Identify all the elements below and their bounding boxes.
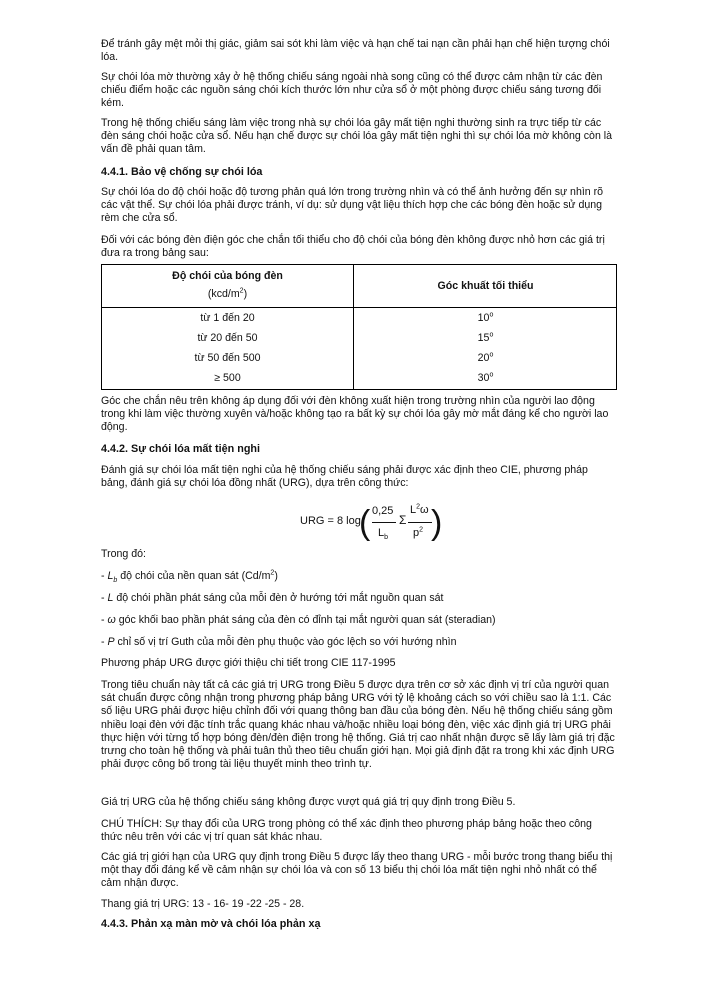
- table-header-min-angle: Góc khuất tối thiểu: [437, 280, 534, 292]
- paragraph-glare-outdoor: Sự chói lóa mờ thường xảy ở hệ thống chiếu sáng ngoài nhà song cũng có thể được cảm nhận từ các đèn chiếu điểm hoặc các nguồn sáng chói kích thước lớn như cửa sổ ở một phòng được chiếu sáng tương đối kém.: [101, 71, 603, 110]
- formula-numerator-2: $L^2\omega$: [410, 503, 429, 516]
- table-cell-angle: 10$^o$: [477, 311, 494, 324]
- paragraph-glare-indoor: Trong hệ thống chiếu sáng làm việc trong nhà sự chói lóa gây mất tiện nghi thường sinh ra trực tiếp từ các đèn sáng chói hoặc cửa sổ. Nếu hạn chế được sự chói lóa gây mất tiện nghi thì sự chói lóa mờ không còn là vấn đề phải quan tâm.: [101, 117, 613, 156]
- paragraph-note: CHÚ THÍCH: Sự thay đổi của URG trong phòng có thể xác định theo phương pháp bảng hoặc theo công thức nêu trên với các vị trí quan sát khác nhau.: [101, 818, 592, 844]
- table-cell-luminance: từ 50 đến 500: [194, 352, 261, 364]
- definition-l: - L độ chói phần phát sáng của mỗi đèn ở hướng tới mắt nguồn quan sát: [101, 592, 444, 604]
- formula-fraction-bar-2: [408, 522, 432, 523]
- urg-formula: [300, 503, 450, 549]
- paragraph-table-intro: Đối với các bóng đèn điện góc che chắn tối thiểu cho độ chói của bóng đèn không được nhỏ hơn các giá trị đưa ra trong bảng sau:: [101, 234, 605, 260]
- heading-4-4-2: 4.4.2. Sự chói lóa mất tiện nghi: [101, 443, 261, 455]
- definition-lb: - $L_b$ độ chói của nền quan sát $(Cd/m^2)$: [101, 569, 278, 585]
- paragraph-urg-intro: Đánh giá sự chói lóa mất tiện nghi của hệ thống chiếu sáng phải được xác định theo CIE, phương pháp bảng, đánh giá sự chói lóa đồng nhất (URG), dựa trên công thức:: [101, 464, 588, 490]
- table-header-luminance-unit: $(kcd/m^2)$: [207, 287, 248, 300]
- formula-numerator-1: 0,25: [372, 505, 394, 517]
- table-cell-angle: 20$^o$: [477, 351, 494, 364]
- paragraph-cie-reference: Phương pháp URG được giới thiệu chi tiết trong CIE 117-1995: [101, 657, 396, 669]
- paragraph-intro: Để tránh gây mệt mỏi thị giác, giảm sai sót khi làm việc và hạn chế tai nạn cần phải hạn chế hiện tượng chói lóa.: [101, 38, 610, 64]
- table-cell-luminance: từ 1 đến 20: [200, 312, 255, 324]
- paragraph-urg-limit: Giá trị URG của hệ thống chiếu sáng không được vượt quá giá trị quy định trong Điều 5.: [101, 796, 516, 808]
- heading-4-4-1: 4.4.1. Bảo vệ chống sự chói lóa: [101, 166, 263, 178]
- paragraph-where: Trong đó:: [101, 548, 146, 560]
- formula-sigma: Σ: [399, 513, 407, 527]
- formula-right-paren: ): [431, 504, 443, 542]
- paragraph-urg-scale: Các giá trị giới hạn của URG quy định trong Điều 5 được lấy theo thang URG - mỗi bước trong thang biểu thị một thay đổi đáng kể về cảm nhận sự chói lóa và con số 13 biểu thị chói lóa mất tiện nghi nhỏ nhất có thể cảm nhận được.: [101, 851, 613, 890]
- definition-p: - P chỉ số vị trí Guth của mỗi đèn phụ thuộc vào góc lệch so với hướng nhìn: [101, 636, 457, 648]
- table-cell-angle: 30$^o$: [477, 371, 494, 384]
- heading-4-4-3: 4.4.3. Phản xạ màn mờ và chói lóa phản xạ: [101, 918, 321, 930]
- formula-denominator-1: $L_b$: [378, 527, 389, 542]
- table-cell-luminance: từ 20 đến 50: [197, 332, 258, 344]
- table-header-luminance: Độ chói của bóng đèn: [172, 270, 283, 282]
- formula-left-paren: (: [359, 504, 371, 542]
- table-divider-horizontal: [102, 307, 616, 308]
- definition-omega: - ω góc khối bao phần phát sáng của đèn có đỉnh tại mắt người quan sát (steradian): [101, 614, 496, 626]
- paragraph-urg-values: Thang giá trị URG: 13 - 16- 19 -22 -25 - 28.: [101, 898, 305, 910]
- formula-fraction-bar-1: [372, 522, 396, 523]
- table-cell-angle: 15$^o$: [477, 331, 494, 344]
- paragraph-urg-details: Trong tiêu chuẩn này tất cả các giá trị URG trong Điều 5 được dựa trên cơ sở xác định vị trí của người quan sát chuẩn được công nhận trong phương pháp bảng URG với tỷ lệ khoảng cách so với chiều sao là 1:1. Các số liệu URG phải được hiệu chỉnh đối với quang thông ban đầu của bóng đèn. Nếu hệ thống chiếu sáng gồm nhiều loại đèn với đặc tính trắc quang khác nhau và/hoặc nhiều loại bóng đèn, việc xác định giá trị URG phải thực hiện với từng tổ hợp bóng đèn/đèn điện trong hệ thống. Giá trị cao nhất nhận được sẽ lấy làm giá trị đặc trưng cho toàn hệ thống và phải tuân thủ theo tiêu chuẩn giới hạn. Mọi giả định đặt ra trong khi xác định URG phải được công bố trong tài liệu thuyết minh theo trình tự.: [101, 679, 615, 771]
- paragraph-glare-protection: Sự chói lóa do độ chói hoặc độ tương phản quá lớn trong trường nhìn và có thể ảnh hưởng đến sự nhìn rõ các vật thể. Sự chói lóa phải được tránh, ví dụ: sử dụng vật liệu thích hợp che các bóng đèn hoặc sử dụng rèm che cửa sổ.: [101, 186, 604, 225]
- formula-lhs: URG = 8 log: [300, 515, 361, 527]
- table-cell-luminance: ≥ 500: [214, 372, 241, 384]
- paragraph-shielding-note: Góc che chắn nêu trên không áp dụng đối với đèn không xuất hiện trong trường nhìn của người lao động trong khi làm việc thường xuyên và/hoặc không tạo ra bất kỳ sự chói lóa gây mờ mắt đáng kể cho người lao động.: [101, 395, 609, 434]
- shielding-angle-table: [101, 264, 617, 390]
- formula-denominator-2: $p^2$: [413, 526, 424, 539]
